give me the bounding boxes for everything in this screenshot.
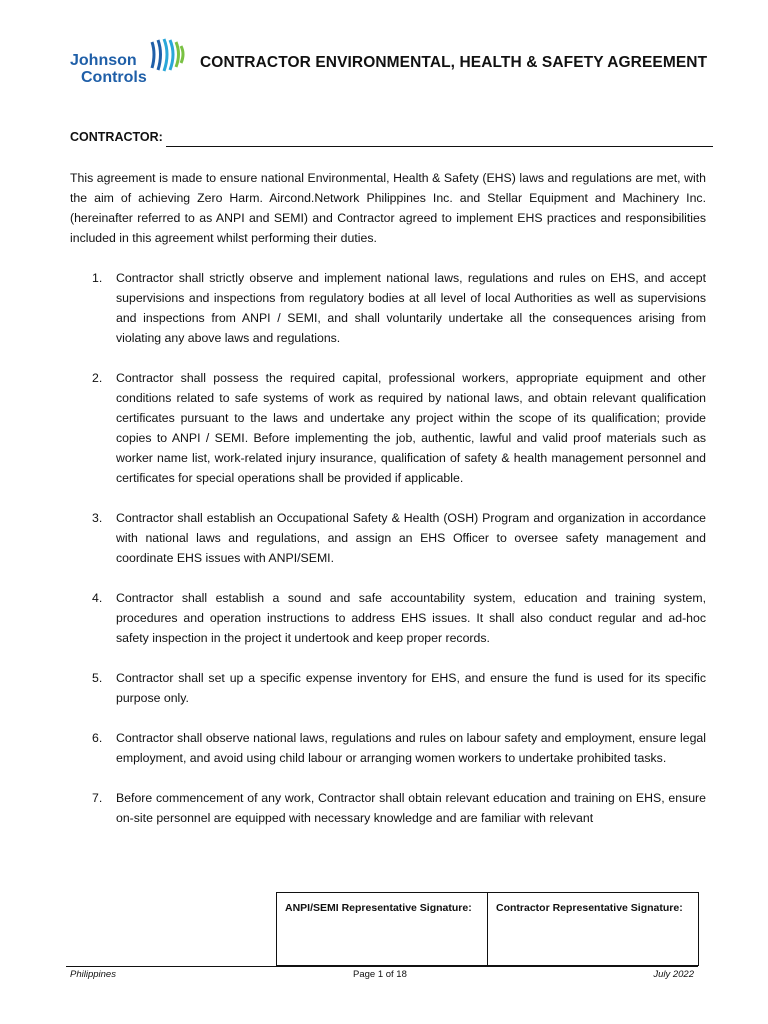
intro-paragraph: This agreement is made to ensure national Environmental, Health & Safety (EHS) laws and regulations are met, with the aim of achieving Zero Harm. Aircond.Network Philippines Inc. and Stellar Equipment and Machinery Inc. (hereinafter referred to as ANPI and SEMI) and Contractor agreed to implement EHS practices and responsibilities included in this agreement whilst performing their duties. bbox=[70, 171, 706, 245]
johnson-controls-logo-mark-icon bbox=[146, 36, 190, 76]
footer-country: Philippines bbox=[70, 969, 116, 980]
company-logo bbox=[70, 36, 190, 92]
clause-item bbox=[70, 668, 706, 708]
clause-number: 1. bbox=[92, 271, 103, 285]
clause-text: Contractor shall possess the required capital, professional workers, appropriate equipment and other conditions related to safe systems of work as required by national laws, and obtain relevant qualification certificates pursuant to the laws and undertake any project within the scope of its qualification; provide copies to ANPI / SEMI. Before implementing the job, authentic, lawful and valid proof materials such as worker name list, work-related injury insurance, qualification of safety & health management personnel and certificates for special operations shall be provided if applicable. bbox=[116, 371, 706, 485]
clause-text: Contractor shall set up a specific expense inventory for EHS, and ensure the fund is used for its specific purpose only. bbox=[116, 671, 706, 705]
logo-wordmark bbox=[70, 52, 147, 86]
clause-number: 5. bbox=[92, 671, 103, 685]
clause-text: Contractor shall observe national laws, regulations and rules on labour safety and employment, ensure legal employment, and avoid using child labour or arranging women workers to undertake prohibited tasks. bbox=[116, 731, 706, 765]
footer-page-number: Page 1 of 18 bbox=[353, 969, 407, 980]
clause-item bbox=[70, 268, 706, 348]
clause-number: 2. bbox=[92, 371, 103, 385]
anpi-semi-signature-cell: ANPI/SEMI Representative Signature: bbox=[277, 893, 488, 965]
contractor-signature-cell: Contractor Representative Signature: bbox=[496, 902, 683, 914]
clause-number: 3. bbox=[92, 511, 103, 525]
clause-text: Contractor shall establish a sound and safe accountability system, education and training system, procedures and operation instructions to address EHS issues. It shall also conduct regular and ad-hoc safety inspection in the project it undertook and keep proper records. bbox=[116, 591, 706, 645]
footer-date: July 2022 bbox=[653, 969, 694, 980]
clause-number: 4. bbox=[92, 591, 103, 605]
clause-text: Before commencement of any work, Contractor shall obtain relevant education and training on EHS, ensure on-site personnel are equipped with necessary knowledge and are familiar with relevant bbox=[116, 791, 706, 825]
clause-item bbox=[70, 588, 706, 648]
clause-item bbox=[70, 728, 706, 768]
contractor-blank-line bbox=[166, 146, 713, 147]
clause-item bbox=[70, 508, 706, 568]
contractor-field bbox=[70, 130, 713, 150]
clause-number: 6. bbox=[92, 731, 103, 745]
agreement-clauses bbox=[70, 268, 706, 848]
page-footer bbox=[70, 969, 694, 983]
contractor-label: CONTRACTOR: bbox=[70, 130, 163, 144]
clause-text: Contractor shall establish an Occupational Safety & Health (OSH) Program and organization in accordance with national laws and regulations, and assign an EHS Officer to oversee safety management and coordinate EHS issues with ANPI/SEMI. bbox=[116, 511, 706, 565]
signature-table bbox=[276, 892, 699, 966]
clause-item bbox=[70, 368, 706, 488]
document-title: CONTRACTOR ENVIRONMENTAL, HEALTH & SAFETY AGREEMENT bbox=[200, 54, 708, 71]
clause-item bbox=[70, 788, 706, 828]
logo-line-1: Johnson bbox=[70, 52, 137, 69]
clause-text: Contractor shall strictly observe and implement national laws, regulations and rules on EHS, and accept supervisions and inspections from regulatory bodies at all level of local Authorities as well as supervisions and inspections from ANPI / SEMI, and shall voluntarily undertake all the consequences arising from violating any above laws and regulations. bbox=[116, 271, 706, 345]
footer-divider bbox=[66, 966, 698, 967]
clause-number: 7. bbox=[92, 791, 103, 805]
logo-line-2: Controls bbox=[81, 69, 147, 86]
